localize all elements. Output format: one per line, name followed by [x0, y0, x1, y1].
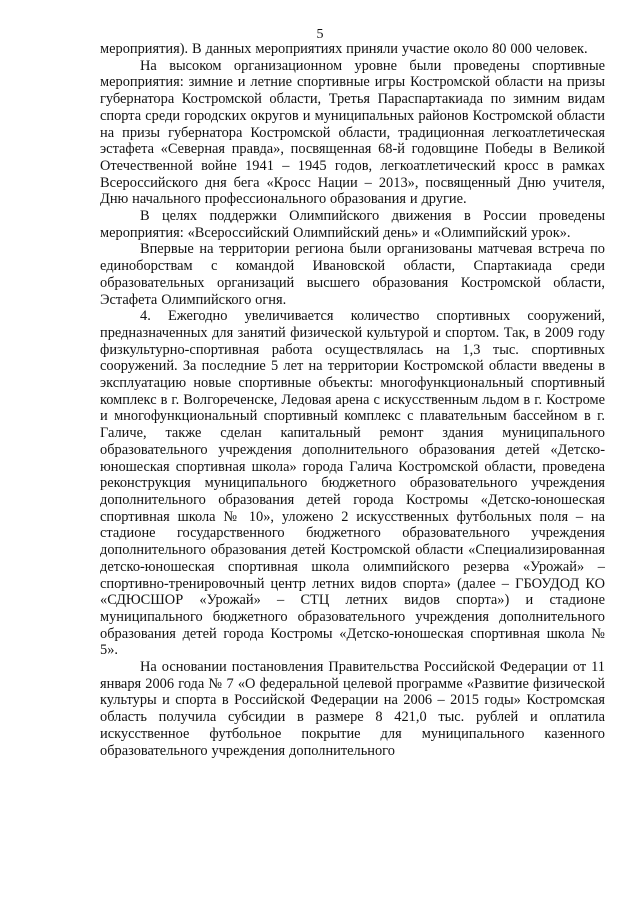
paragraph-sports-facilities: 4. Ежегодно увеличивается количество спортивных сооружений, предназначенных для занятий физической культурой и спортом. Так, в 2009 году физкультурно-спортивная работа осуществлялась на 1,3 тыс. спортивных сооружений. За последние 5 лет на территории Костромской области введены в эксплуатацию новые спортивные объекты: многофункциональный спортивный комплекс в г. Волгореченске, Ледовая арена с искусственным льдом в г. Костроме и многофункциональный спортивный комплекс с плавательным бассейном в г. Галиче, также сделан капитальный ремонт здания муниципального образовательного учреждения дополнительного образования детей «Детско-юношеская спортивная школа» города Галича Костромской области, проведена реконструкция муниципального бюджетного образовательного учреждения дополнительного образования детей города Костромы «Детско-юношеская спортивная школа № 10», уложено 2 искусственных футбольных поля – на стадионе государственного бюджетного образовательного учреждения дополнительного образования детей Костромской области «Специализированная детско-юношеская спортивная школа олимпийского резерва «Урожай» – спортивно-тренировочный центр летних видов спорта» (далее – ГБОУДОД КО «СДЮСШОР «Урожай» – СТЦ летних видов спорта») и стадионе муниципального бюджетного образовательного учреждения дополнительного образования детей города Костромы «Детско-юношеская спортивная школа № 5».: [100, 308, 605, 659]
paragraph-olympic-movement: В целях поддержки Олимпийского движения в России проведены мероприятия: «Всероссийский Олимпийский день» и «Олимпийский урок».: [100, 208, 605, 241]
paragraph-first-time-events: Впервые на территории региона были организованы матчевая встреча по единоборствам с командой Ивановской области, Спартакиада среди образовательных организаций высшего образования Костромской области, Эстафета Олимпийского огня.: [100, 241, 605, 308]
document-body: [100, 41, 605, 759]
paragraph-federal-program: На основании постановления Правительства Российской Федерации от 11 января 2006 года № 7 «О федеральной целевой программе «Развитие физической культуры и спорта в Российской Федерации на 2006 – 2015 годы» Костромская область получила субсидии в размере 8 421,0 тыс. рублей и оплатила искусственное футбольное покрытие для муниципального казенного образовательного учреждения дополнительного: [100, 659, 605, 759]
paragraph-continuation: мероприятия). В данных мероприятиях приняли участие около 80 000 человек.: [100, 41, 588, 57]
page-number: 5: [316, 27, 324, 42]
paragraph-sports-events: На высоком организационном уровне были проведены спортивные мероприятия: зимние и летние спортивные игры Костромской области на призы губернатора Костромской области, Третья Параспартакиада по зимним видам спорта среди городских округов и муниципальных районов Костромской области на призы губернатора Костромской области, традиционная легкоатлетическая эстафета «Северная правда», посвященная 68-й годовщине Победы в Великой Отечественной войне 1941 – 1945 годов, легкоатлетический кросс в рамках Всероссийского дня бега «Кросс Нации – 2013», посвященный Дню учителя, Дню начального профессионального образования и другие.: [100, 57, 605, 208]
